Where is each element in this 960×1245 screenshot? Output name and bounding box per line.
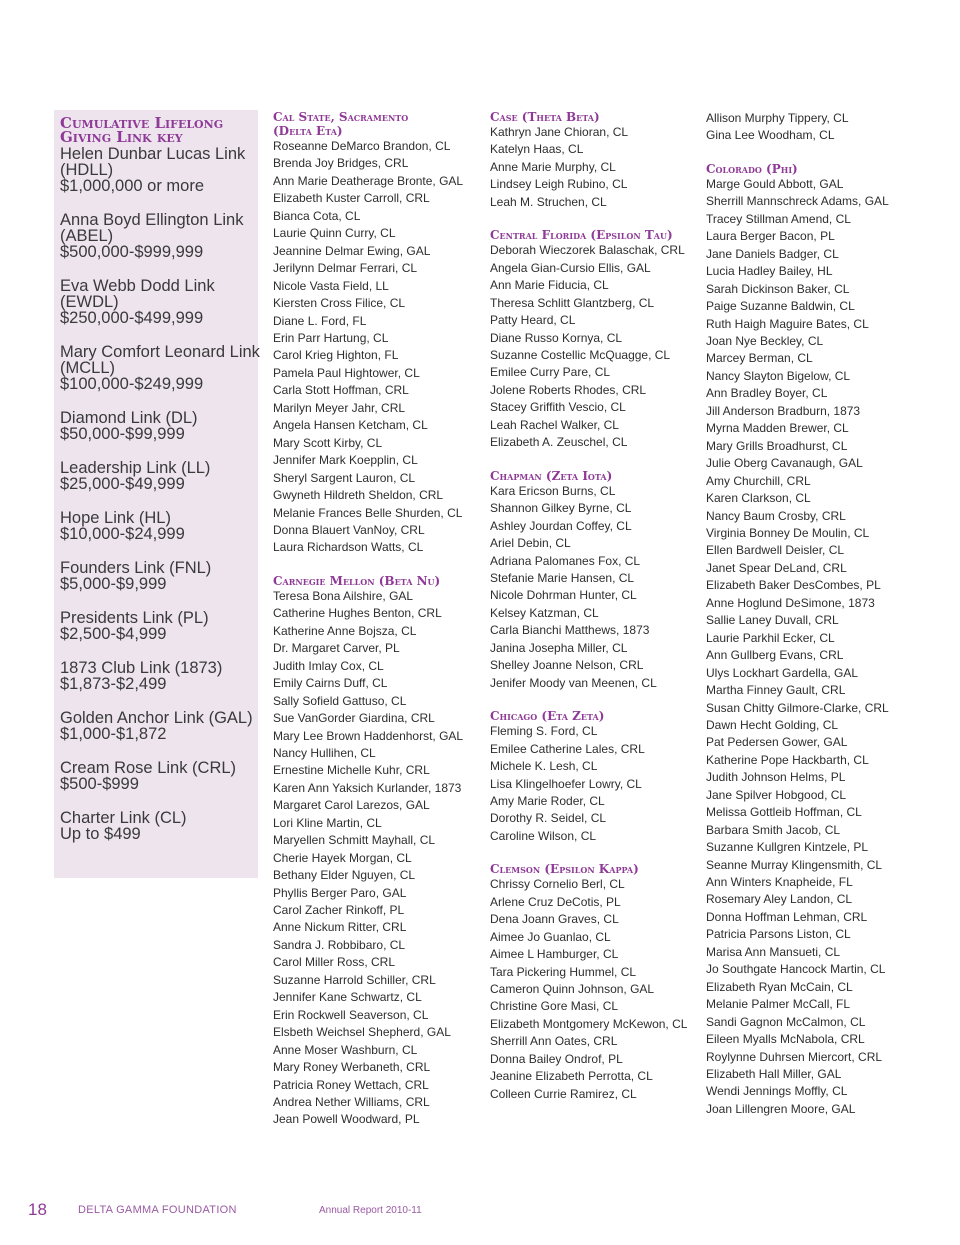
donor-name: Dr. Margaret Carver, PL — [273, 641, 400, 656]
donor-name: Kathryn Jane Chioran, CL — [490, 125, 629, 139]
donor-name: Phyllis Berger Paro, GAL — [273, 885, 407, 900]
donor-name: Marcey Berman, CL — [706, 351, 813, 366]
donor-name: Suzanne Kullgren Kintzele, PL — [706, 840, 869, 855]
donor-name: Suzanne Harrold Schiller, CRL — [273, 972, 436, 987]
donor-name: Allison Murphy Tippery, CL — [706, 111, 849, 125]
donor-name: Catherine Hughes Benton, CRL — [273, 606, 442, 621]
donor-name: Ariel Debin, CL — [490, 536, 571, 551]
donor-name: Martha Finney Gault, CRL — [706, 683, 846, 698]
chapter-heading — [490, 228, 700, 242]
donor-name: Carol Zacher Rinkoff, PL — [273, 903, 405, 918]
donor-name: Sarah Dickinson Baker, CL — [706, 281, 850, 296]
donor-name: Jill Anderson Bradburn, 1873 — [706, 403, 861, 418]
donor-name: Seanne Murray Klingensmith, CL — [706, 857, 883, 872]
donor-name: Sandra J. Robbibaro, CL — [273, 937, 406, 952]
donor-name: Christine Gore Masi, CL — [490, 999, 619, 1014]
donor-name: Brenda Joy Bridges, CRL — [273, 156, 409, 171]
donor-name: Kara Ericson Burns, CL — [490, 483, 616, 498]
key-item — [60, 610, 258, 642]
donor-name: Tracey Stillman Amend, CL — [706, 211, 851, 226]
donor-name: Jennifer Mark Koepplin, CL — [273, 453, 418, 468]
key-item-line: Golden Anchor Link (GAL) — [60, 709, 253, 727]
key-item — [60, 212, 258, 260]
donor-name: Ann Winters Knapheide, FL — [706, 875, 853, 890]
donor-name: Laura Berger Bacon, PL — [706, 229, 835, 244]
key-item-line: (HDLL) — [60, 161, 114, 179]
chapter-heading-line: Chicago (Eta Zeta) — [490, 709, 605, 724]
donor-name: Dawn Hecht Golding, CL — [706, 717, 839, 732]
donor-name: Arlene Cruz DeCotis, PL — [490, 894, 621, 909]
chapter-heading-line: Carnegie Mellon (Beta Nu) — [273, 573, 441, 588]
key-item-line: Cream Rose Link (CRL) — [60, 759, 237, 777]
page-number: 18 — [28, 1200, 47, 1219]
chapter-heading — [273, 110, 478, 138]
donor-name: Elizabeth Hall Miller, GAL — [706, 1067, 842, 1082]
donor-name: Marisa Ann Mansueti, CL — [706, 944, 841, 959]
donor-name: Erin Parr Hartung, CL — [273, 330, 389, 345]
donor-name: Sue VanGorder Giardina, CRL — [273, 711, 435, 726]
donor-name: Karen Clarkson, CL — [706, 491, 811, 506]
donor-name: Karen Ann Yaksich Kurlander, 1873 — [273, 780, 462, 795]
key-item-line: $500-$999 — [60, 775, 139, 793]
key-item — [60, 560, 258, 592]
chapter-section — [273, 574, 478, 1129]
donor-name: Jane Spilver Hobgood, CL — [706, 787, 847, 802]
donor-name: Gina Lee Woodham, CL — [706, 128, 835, 143]
chapter-section — [490, 709, 700, 845]
donor-name: Judith Imlay Cox, CL — [273, 658, 384, 673]
chapter-heading — [490, 469, 700, 483]
donor-name: Chrissy Cornelio Berl, CL — [490, 877, 625, 892]
donor-name: Leah M. Struchen, CL — [490, 194, 607, 209]
donor-name: Teresa Bona Ailshire, GAL — [273, 588, 414, 603]
key-item-line: Founders Link (FNL) — [60, 559, 212, 577]
chapter-heading-line: Clemson (Epsilon Kappa) — [490, 862, 639, 877]
chapter-heading — [490, 862, 700, 876]
key-item — [60, 410, 258, 442]
donor-name: Pamela Paul Hightower, CL — [273, 365, 420, 380]
key-item-line: Up to $499 — [60, 825, 141, 843]
key-item-line: Charter Link (CL) — [60, 809, 187, 827]
key-item-line: (EWDL) — [60, 293, 119, 311]
donor-name: Janina Josepha Miller, CL — [490, 640, 628, 655]
donor-name: Dena Joann Graves, CL — [490, 912, 619, 927]
donor-name: Kiersten Cross Filice, CL — [273, 296, 406, 311]
key-item — [60, 760, 258, 792]
donor-name: Ann Bradley Boyer, CL — [706, 386, 828, 401]
chapter-section — [490, 228, 700, 451]
donor-name: Emilee Curry Pare, CL — [490, 365, 611, 380]
donor-name: Mary Roney Werbaneth, CRL — [273, 1060, 431, 1075]
donor-name: Melissa Gottleib Hoffman, CL — [706, 805, 862, 820]
donor-name: Carla Bianchi Matthews, 1873 — [490, 623, 650, 638]
donor-name: Donna Blauert VanNoy, CRL — [273, 522, 425, 537]
donor-name: Nancy Hullihen, CL — [273, 745, 376, 760]
donor-column-1 — [273, 110, 478, 1146]
donor-name: Virginia Bonney De Moulin, CL — [706, 525, 870, 540]
key-item-line: Diamond Link (DL) — [60, 409, 198, 427]
key-item-line: Helen Dunbar Lucas Link — [60, 145, 246, 163]
donor-name: Julie Oberg Cavanaugh, GAL — [706, 456, 863, 471]
key-item-line: (ABEL) — [60, 227, 114, 245]
donor-name: Adriana Palomanes Fox, CL — [490, 553, 641, 568]
donor-name: Emily Cairns Duff, CL — [273, 676, 388, 691]
donor-name: Ellen Bardwell Deisler, CL — [706, 543, 845, 558]
donor-name: Elizabeth Montgomery McKewon, CL — [490, 1016, 688, 1031]
key-item-line: Presidents Link (PL) — [60, 609, 209, 627]
donor-name: Cameron Quinn Johnson, GAL — [490, 982, 655, 997]
chapter-heading-line: Chapman (Zeta Iota) — [490, 468, 613, 483]
key-item — [60, 510, 258, 542]
donor-name: Jeannine Delmar Ewing, GAL — [273, 243, 431, 258]
donor-name: Lori Kline Martin, CL — [273, 815, 382, 830]
donor-name: Stacey Griffith Vescio, CL — [490, 400, 626, 415]
donor-name: Amy Churchill, CRL — [706, 473, 811, 488]
key-item-line: $5,000-$9,999 — [60, 575, 167, 593]
key-item — [60, 460, 258, 492]
donor-name: Suzanne Costellic McQuagge, CL — [490, 347, 671, 362]
donor-name: Jo Southgate Hancock Martin, CL — [706, 962, 886, 977]
donor-name: Lisa Klingelhoefer Lowry, CL — [490, 776, 642, 791]
chapter-heading — [273, 574, 478, 588]
footer-report-title: Annual Report 2010-11 — [319, 1205, 422, 1216]
donor-name: Margaret Carol Larezos, GAL — [273, 798, 430, 813]
donor-name: Erin Rockwell Seaverson, CL — [273, 1007, 429, 1022]
donor-name: Marge Gould Abbott, GAL — [706, 176, 844, 191]
donor-name: Jenifer Moody van Meenen, CL — [490, 675, 657, 690]
donor-name: Maryellen Schmitt Mayhall, CL — [273, 833, 436, 848]
donor-name: Kelsey Katzman, CL — [490, 605, 599, 620]
donor-name: Katherine Pope Hackbarth, CL — [706, 752, 869, 767]
donor-name: Elizabeth Ryan McCain, CL — [706, 979, 853, 994]
donor-name: Sally Sofield Gattuso, CL — [273, 693, 407, 708]
chapter-section — [490, 862, 700, 1103]
chapter-heading-line: Cal State, Sacramento — [273, 110, 409, 124]
donor-name: Stefanie Marie Hansen, CL — [490, 570, 635, 585]
key-item — [60, 810, 258, 842]
donor-name: Jeanine Elizabeth Perrotta, CL — [490, 1069, 653, 1084]
donor-name: Rosemary Aley Landon, CL — [706, 892, 853, 907]
donor-name: Judith Johnson Helms, PL — [706, 770, 846, 785]
donor-name: Joan Lillengren Moore, GAL — [706, 1101, 856, 1116]
donor-name: Caroline Wilson, CL — [490, 828, 597, 843]
donor-name: Nicole Vasta Field, LL — [273, 278, 389, 293]
key-item-line: Mary Comfort Leonard Link — [60, 343, 260, 361]
donor-name: Barbara Smith Jacob, CL — [706, 822, 841, 837]
key-item-line: Hope Link (HL) — [60, 509, 171, 527]
donor-name: Aimee L Hamburger, CL — [490, 947, 619, 962]
donor-name: Fleming S. Ford, CL — [490, 724, 598, 739]
donor-name: Nicole Dohrman Hunter, CL — [490, 588, 637, 603]
donor-name: Laurie Quinn Curry, CL — [273, 226, 396, 241]
donor-name: Laurie Parkhil Ecker, CL — [706, 630, 835, 645]
key-item — [60, 710, 258, 742]
donor-name: Deborah Wieczorek Balaschak, CRL — [490, 243, 685, 258]
donor-name: Jennifer Kane Schwartz, CL — [273, 990, 422, 1005]
donor-name: Carol Krieg Highton, FL — [273, 348, 399, 363]
key-title — [60, 116, 258, 144]
chapter-heading-line: Case (Theta Beta) — [490, 110, 600, 124]
donor-name: Carla Stott Hoffman, CRL — [273, 383, 409, 398]
donor-name: Pat Pedersen Gower, GAL — [706, 735, 848, 750]
donor-name: Mary Grills Broadhurst, CL — [706, 438, 848, 453]
donor-name: Myrna Madden Brewer, CL — [706, 421, 849, 436]
donor-name: Sheryl Sargent Lauron, CL — [273, 470, 416, 485]
donor-name: Donna Bailey Ondrof, PL — [490, 1051, 623, 1066]
key-item-line: $1,000-$1,872 — [60, 725, 167, 743]
key-item-line: $250,000-$499,999 — [60, 309, 204, 327]
donor-name: Elizabeth Baker DesCombes, PL — [706, 578, 881, 593]
donor-name: Nancy Baum Crosby, CRL — [706, 508, 846, 523]
donor-name: Susan Chitty Gilmore-Clarke, CRL — [706, 700, 889, 715]
donor-name: Bianca Cota, CL — [273, 208, 361, 223]
donor-name: Roylynne Duhrsen Miercort, CRL — [706, 1049, 883, 1064]
key-item-line: $10,000-$24,999 — [60, 525, 185, 543]
donor-name: Andrea Nether Williams, CRL — [273, 1095, 430, 1110]
key-item-line: $50,000-$99,999 — [60, 425, 185, 443]
key-item-line: Anna Boyd Ellington Link — [60, 211, 244, 229]
key-item-line: Eva Webb Dodd Link — [60, 277, 215, 295]
donor-name: Ann Gullberg Evans, CRL — [706, 648, 844, 663]
donor-name: Roseanne DeMarco Brandon, CL — [273, 139, 451, 153]
donor-name: Angela Hansen Ketcham, CL — [273, 418, 428, 433]
donor-name: Diane Russo Kornya, CL — [490, 330, 623, 345]
donor-name: Ernestine Michelle Kuhr, CRL — [273, 763, 430, 778]
donor-name: Janet Spear DeLand, CRL — [706, 560, 847, 575]
donor-name: Anne Moser Washburn, CL — [273, 1042, 418, 1057]
donor-name: Mary Lee Brown Haddenhorst, GAL — [273, 728, 464, 743]
donor-column-3 — [706, 110, 926, 1135]
donor-name: Melanie Palmer McCall, FL — [706, 997, 851, 1012]
donor-name: Paige Suzanne Baldwin, CL — [706, 299, 855, 314]
donor-name: Elizabeth A. Zeuschel, CL — [490, 435, 628, 450]
donor-name: Sallie Laney Duvall, CRL — [706, 613, 839, 628]
donor-name: Emilee Catherine Lales, CRL — [490, 741, 645, 756]
donor-name: Jane Daniels Badger, CL — [706, 246, 839, 261]
donor-column-2 — [490, 110, 700, 1120]
key-item-line: $1,000,000 or more — [60, 177, 205, 195]
donor-name: Dorothy R. Seidel, CL — [490, 811, 607, 826]
donor-name: Theresa Schlitt Glantzberg, CL — [490, 295, 655, 310]
donor-name: Cherie Hayek Morgan, CL — [273, 850, 412, 865]
chapter-heading — [706, 162, 926, 176]
donor-name: Elizabeth Kuster Carroll, CRL — [273, 191, 430, 206]
donor-name: Shannon Gilkey Byrne, CL — [490, 501, 632, 516]
donor-name: Marilyn Meyer Jahr, CRL — [273, 400, 406, 415]
donor-name: Leah Rachel Walker, CL — [490, 417, 619, 432]
donor-name: Donna Hoffman Lehman, CRL — [706, 909, 868, 924]
chapter-heading-line: Colorado (Phi) — [706, 161, 798, 176]
key-item — [60, 278, 258, 326]
donor-name: Gwyneth Hildreth Sheldon, CRL — [273, 488, 444, 503]
key-item-line: $100,000-$249,999 — [60, 375, 204, 393]
donor-name: Laura Richardson Watts, CL — [273, 540, 424, 555]
donor-name: Joan Nye Beckley, CL — [706, 333, 824, 348]
donor-name: Jolene Roberts Rhodes, CRL — [490, 382, 647, 397]
donor-name: Katherine Anne Bojsza, CL — [273, 623, 417, 638]
key-item-line: $2,500-$4,999 — [60, 625, 167, 643]
donor-name: Patricia Roney Wettach, CRL — [273, 1077, 429, 1092]
donor-name: Ann Marie Fiducia, CL — [490, 278, 609, 293]
donor-name: Ruth Haigh Maguire Bates, CL — [706, 316, 869, 331]
chapter-heading — [490, 110, 700, 124]
donor-name: Ann Marie Deatherage Bronte, GAL — [273, 173, 464, 188]
chapter-section — [706, 110, 926, 145]
chapter-heading-line: (Delta Eta) — [273, 124, 343, 138]
footer-organization: DELTA GAMMA FOUNDATION — [78, 1204, 237, 1216]
donor-name: Sherrill Mannschreck Adams, GAL — [706, 194, 889, 209]
donor-name: Anne Marie Murphy, CL — [490, 159, 616, 174]
donor-name: Jean Powell Woodward, PL — [273, 1112, 420, 1127]
key-item-line: $1,873-$2,499 — [60, 675, 167, 693]
key-item-line: (MCLL) — [60, 359, 116, 377]
donor-name: Wendi Jennings Moffly, CL — [706, 1084, 848, 1099]
donor-name: Ashley Jourdan Coffey, CL — [490, 518, 632, 533]
donor-name: Anne Nickum Ritter, CRL — [273, 920, 407, 935]
donor-name: Diane L. Ford, FL — [273, 313, 367, 328]
chapter-heading-line: Central Florida (Epsilon Tau) — [490, 228, 673, 243]
donor-name: Melanie Frances Belle Shurden, CL — [273, 505, 463, 520]
key-item-line: Leadership Link (LL) — [60, 459, 211, 477]
key-item-line: 1873 Club Link (1873) — [60, 659, 223, 677]
donor-name: Angela Gian-Cursio Ellis, GAL — [490, 260, 651, 275]
donor-name: Colleen Currie Ramirez, CL — [490, 1086, 637, 1101]
donor-name: Bethany Elder Nguyen, CL — [273, 868, 416, 883]
donor-name: Nancy Slayton Bigelow, CL — [706, 368, 851, 383]
donor-name: Elsbeth Weichsel Shepherd, GAL — [273, 1025, 451, 1040]
key-item — [60, 344, 258, 392]
donor-name: Lucia Hadley Bailey, HL — [706, 264, 833, 279]
donor-name: Shelley Joanne Nelson, CRL — [490, 658, 644, 673]
chapter-section — [490, 110, 700, 211]
donor-name: Sherrill Ann Oates, CRL — [490, 1034, 618, 1049]
key-title-line: Cumulative Lifelong — [60, 114, 224, 132]
donor-name: Patty Heard, CL — [490, 313, 576, 328]
key-item-line: $25,000-$49,999 — [60, 475, 185, 493]
donor-name: Amy Marie Roder, CL — [490, 793, 605, 808]
donor-name: Anne Hoglund DeSimone, 1873 — [706, 595, 875, 610]
key-item-line: $500,000-$999,999 — [60, 243, 204, 261]
donor-name: Jerilynn Delmar Ferrari, CL — [273, 261, 418, 276]
donor-name: Mary Scott Kirby, CL — [273, 435, 383, 450]
donor-name: Carol Miller Ross, CRL — [273, 955, 396, 970]
key-item — [60, 660, 258, 692]
donor-name: Tara Pickering Hummel, CL — [490, 964, 637, 979]
donor-name: Katelyn Haas, CL — [490, 142, 584, 157]
key-title-line: Giving Link key — [60, 128, 183, 146]
chapter-heading — [490, 709, 700, 723]
chapter-section — [706, 162, 926, 1118]
donor-name: Lindsey Leigh Rubino, CL — [490, 177, 628, 192]
key-item — [60, 146, 258, 194]
donor-name: Sandi Gagnon McCalmon, CL — [706, 1014, 866, 1029]
giving-link-key — [54, 110, 258, 878]
chapter-section — [490, 469, 700, 692]
donor-name: Ulys Lockhart Gardella, GAL — [706, 665, 859, 680]
chapter-section — [273, 110, 478, 557]
donor-name: Aimee Jo Guanlao, CL — [490, 929, 611, 944]
donor-name: Michele K. Lesh, CL — [490, 759, 598, 774]
donor-name: Eileen Myalls McNabola, CRL — [706, 1032, 865, 1047]
donor-name: Patricia Parsons Liston, CL — [706, 927, 851, 942]
